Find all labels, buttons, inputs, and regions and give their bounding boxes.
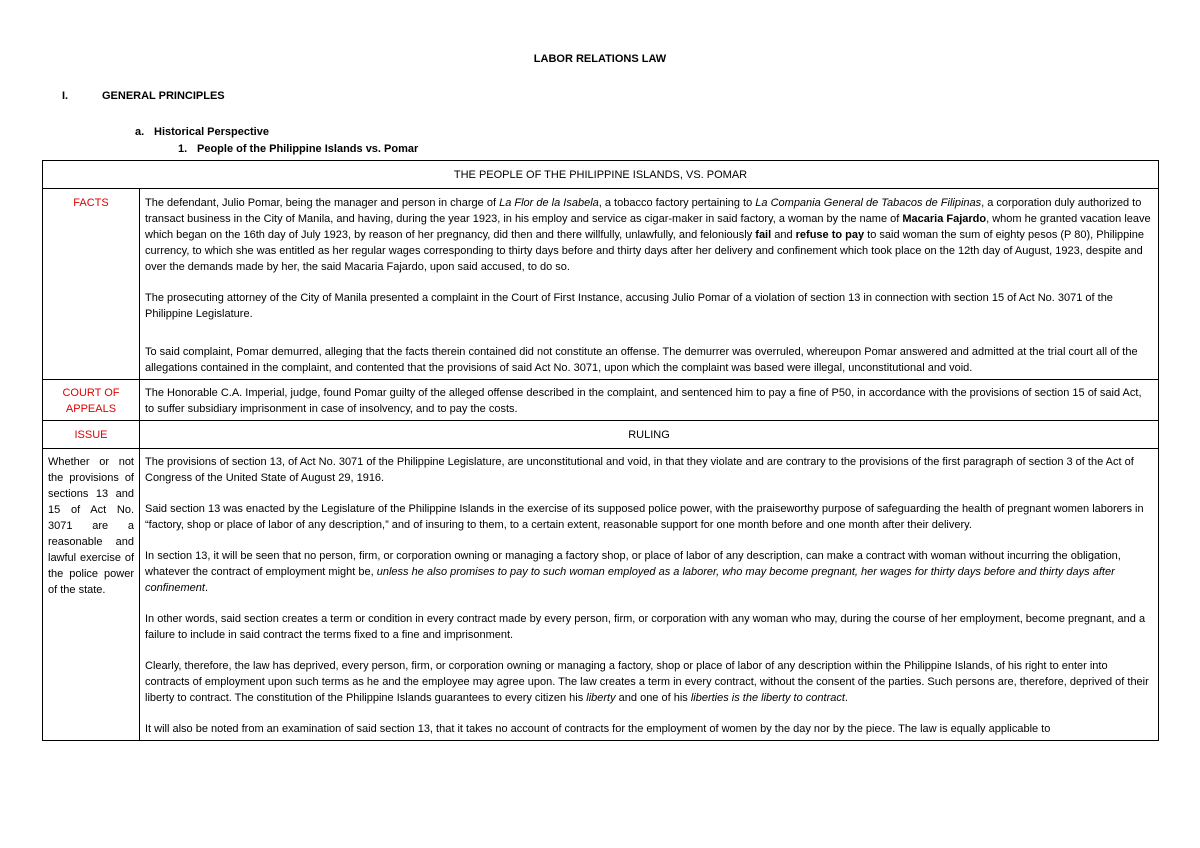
section-number: I. [62,90,69,102]
ruling-paragraph-2: Said section 13 was enacted by the Legislature of the Philippine Islands in the exercise of its supposed police power, with the praiseworthy purpose of safeguarding the health of pregnant women laborers in “factory, shop or place of labor of any description,” and of insuring to them, to a certain extent, reasonable support for one month before and one month after their delivery. [145,503,1144,531]
issue-label: ISSUE [43,421,140,449]
ruling-paragraph-4: In other words, said section creates a term or condition in every contract made by every person, firm, or corporation with any woman who may, during the course of her employment, become pregnant, and a failure to include in said contract the terms fixed to a fine and imprisonment. [145,613,1146,641]
issue-text: Whether or not the provisions of sections 13 and 15 of Act No. 3071 are a reasonable and lawful exercise of the police power of the state. [43,449,140,741]
facts-row [43,189,1159,380]
facts-label: FACTS [43,189,140,380]
court-of-appeals-text: The Honorable C.A. Imperial, judge, found Pomar guilty of the alleged offense described in the complaint, and sentenced him to pay a fine of P50, in accordance with the provisions of section 15 of said Act, to suffer subsidiary imprisonment in case of insolvency, and to pay the costs. [140,380,1159,421]
case-heading-label: People of the Philippine Islands vs. Pomar [197,143,419,155]
ruling-paragraph-3: In section 13, it will be seen that no person, firm, or corporation owning or managing a factory shop, or place of labor of any description, can make a contract with woman without incurring the obligation, whatever the contract of employment might be, unless he also promises to pay to such woman employed as a laborer, who may become pregnant, her wages for thirty days before and thirty days after confinement. [145,550,1121,594]
subsection-label: Historical Perspective [154,126,269,138]
ruling-paragraph-5: Clearly, therefore, the law has deprived, every person, firm, or corporation owning or managing a factory, shop or place of labor of any description within the Philippine Islands, of his right to enter into contracts of employment upon such terms as he and the employee may agree upon. The law creates a term in every contract, without the consent of the parties. Such persons are, therefore, deprived of their liberty to contract. The constitution of the Philippine Islands guarantees to every citizen his liberty and one of his liberties is the liberty to contract. [145,660,1149,704]
subsection-heading [135,126,269,138]
ruling-label: RULING [140,421,1159,449]
court-of-appeals-row [43,380,1159,421]
facts-paragraph-3: To said complaint, Pomar demurred, alleging that the facts therein contained did not constitute an offense. The demurrer was overruled, whereupon Pomar answered and admitted at the trial court all of the allegations contained in the complaint, and contented that the provisions of said Act No. 3071, upon which the complaint was based were illegal, unconstitutional and void. [145,346,1138,374]
facts-cell [140,189,1159,380]
case-number: 1. [178,143,188,155]
case-title: THE PEOPLE OF THE PHILIPPINE ISLANDS, VS. POMAR [43,161,1159,189]
case-digest-table [42,160,1159,741]
court-of-appeals-label: COURT OF APPEALS [43,380,140,421]
facts-paragraph-1: The defendant, Julio Pomar, being the manager and person in charge of La Flor de la Isabela, a tobacco factory pertaining to La Compania General de Tabacos de Filipinas, a corporation duly authorized to transact business in the City of Manila, and having, during the year 1923, in his employ and service as cigar-maker in said factory, a woman by the name of Macaria Fajardo, whom he granted vacation leave which began on the 16th day of July 1923, by reason of her pregnancy, did then and there willfully, unlawfully, and feloniously fail and refuse to pay to said woman the sum of eighty pesos (P 80), Philippine currency, to which she was entitled as her regular wages corresponding to thirty days before and thirty days after her delivery and confinement which took place on the 12th day of August, 1923, despite and over the demands made by her, the said Macaria Fajardo, upon said accused, to do so. [145,197,1151,273]
subsection-number: a. [135,126,145,138]
ruling-paragraph-1: The provisions of section 13, of Act No. 3071 of the Philippine Legislature, are unconstitutional and void, in that they violate and are contrary to the provisions of the first paragraph of section 3 of the Act of Congress of the United State of August 29, 1916. [145,456,1134,484]
section-heading [62,90,225,102]
ruling-paragraph-6: It will also be noted from an examination of said section 13, that it takes no account of contracts for the employment of women by the day nor by the piece. The law is equally applicable to [145,723,1051,735]
facts-paragraph-2: The prosecuting attorney of the City of Manila presented a complaint in the Court of First Instance, accusing Julio Pomar of a violation of section 13 in connection with section 15 of Act No. 3071 of the Philippine Legislature. [145,292,1113,320]
section-label: GENERAL PRINCIPLES [102,90,225,102]
issue-ruling-header-row [43,421,1159,449]
case-heading [178,143,418,155]
case-title-row [43,161,1159,189]
document-title: LABOR RELATIONS LAW [533,53,667,65]
issue-ruling-row [43,449,1159,741]
ruling-cell [140,449,1159,741]
